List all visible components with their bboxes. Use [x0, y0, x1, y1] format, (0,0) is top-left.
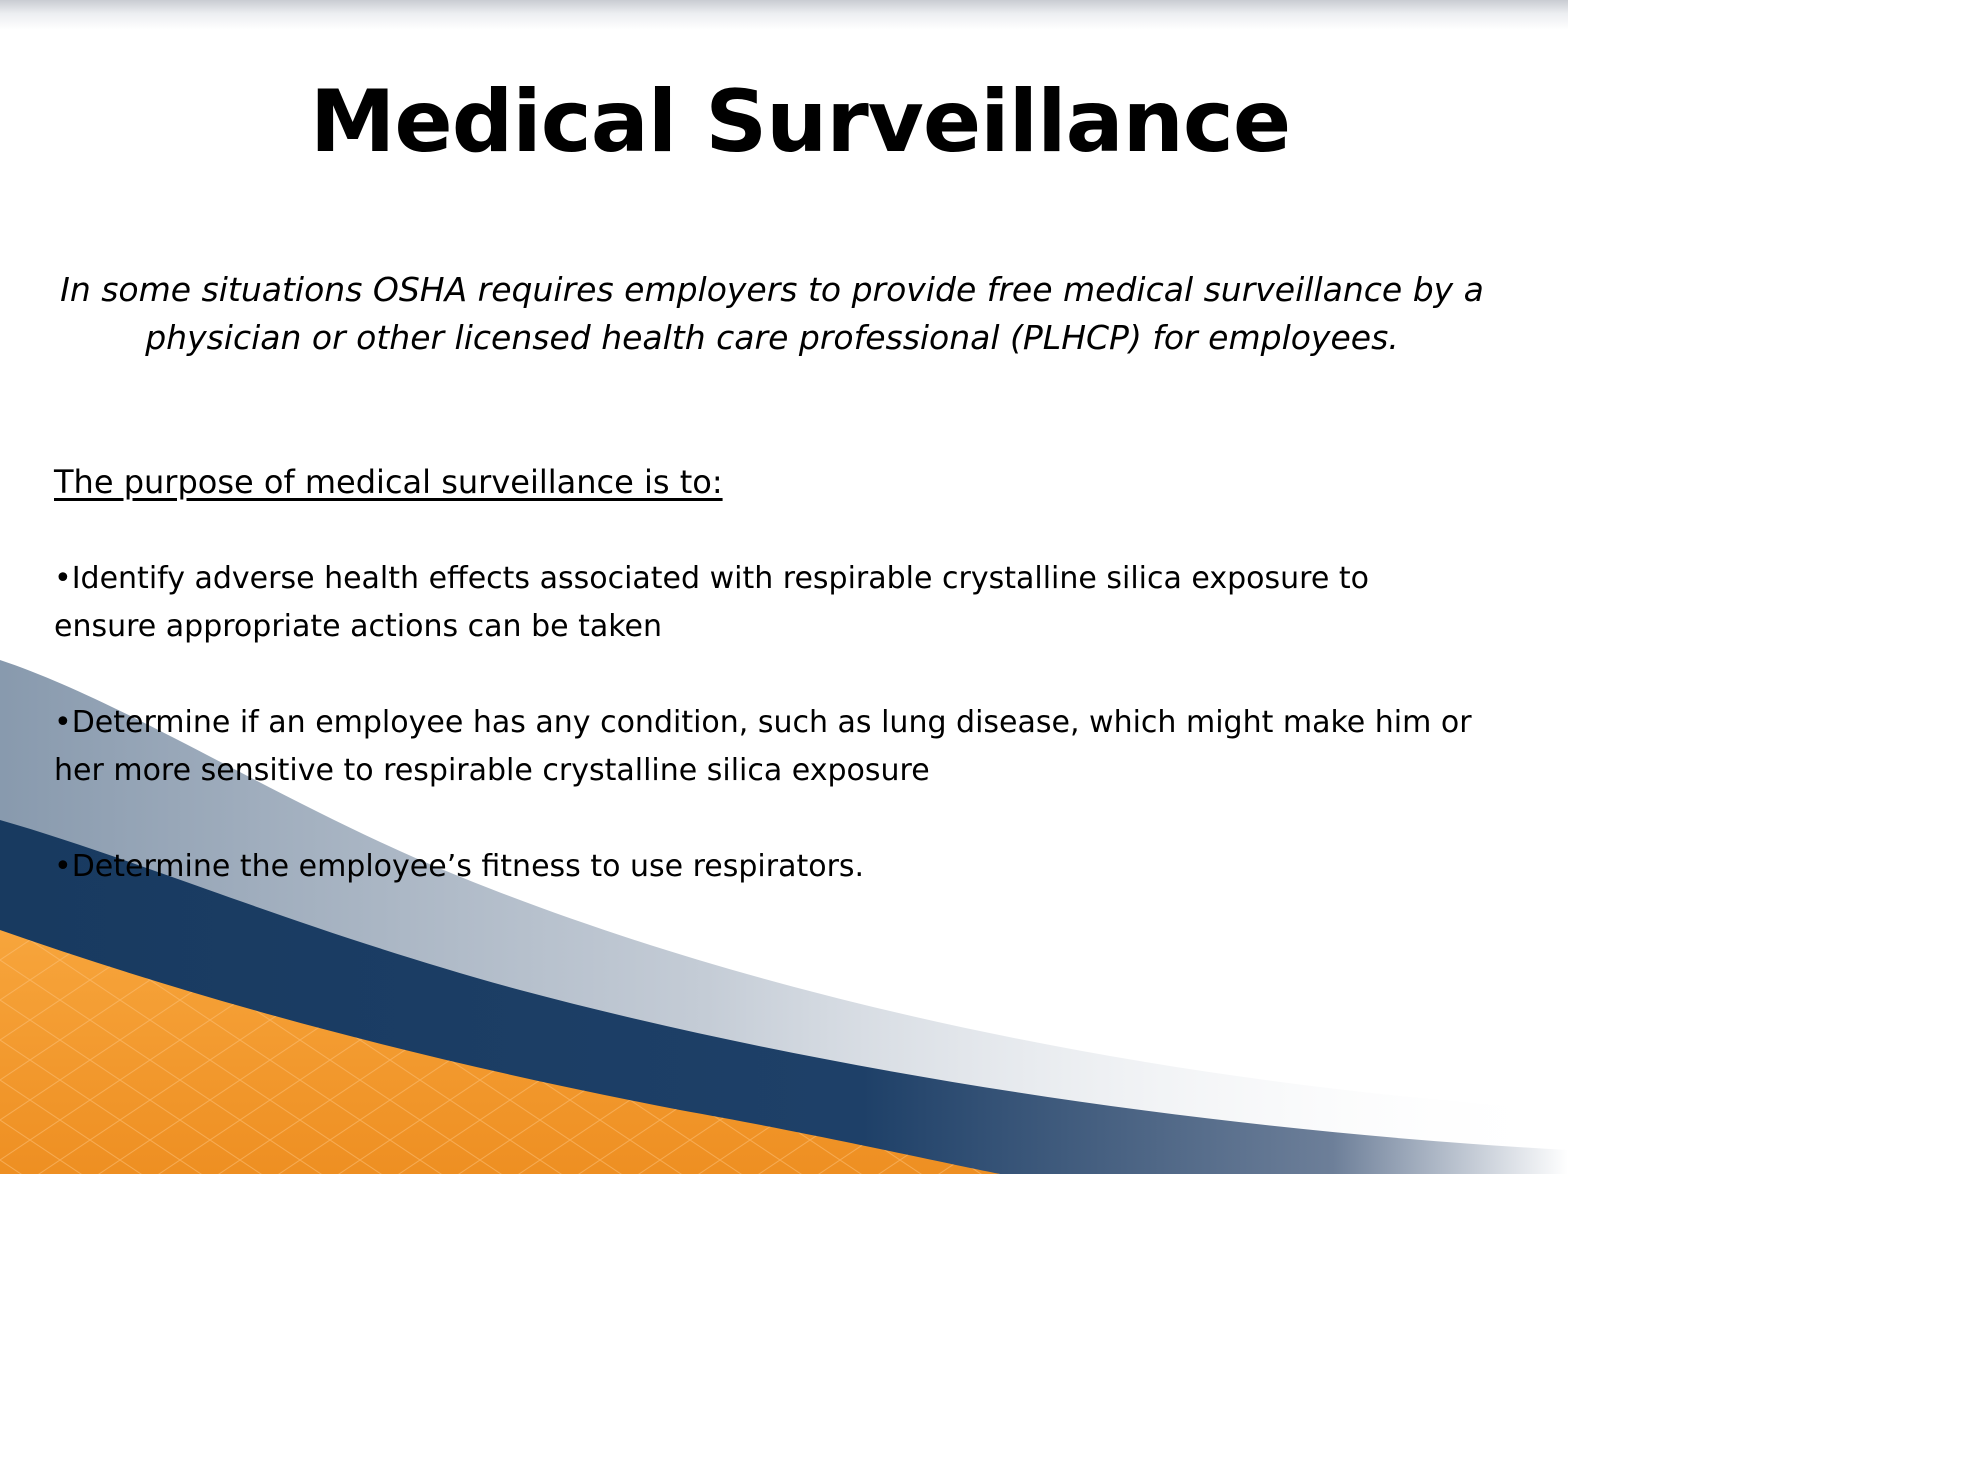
subtitle-text: In some situations OSHA requires employers to provide free medical surveillance by a physician or other licensed health care professional (PLHCP) for employees.	[60, 270, 1484, 357]
bullet-item-1: •Identify adverse health effects associated with respirable crystalline silica exposure to ensure appropriate actions can be taken	[54, 561, 1369, 644]
bullet-item-2: •Determine if an employee has any condition, such as lung disease, which might make him or her more sensitive to respirable crystalline silica exposure	[54, 705, 1472, 788]
slide-title: Medical Surveillance	[309, 72, 1291, 172]
purpose-heading: The purpose of medical surveillance is to:	[54, 463, 723, 501]
bullet-item-3: •Determine the employee’s fitness to use respirators.	[54, 849, 865, 884]
